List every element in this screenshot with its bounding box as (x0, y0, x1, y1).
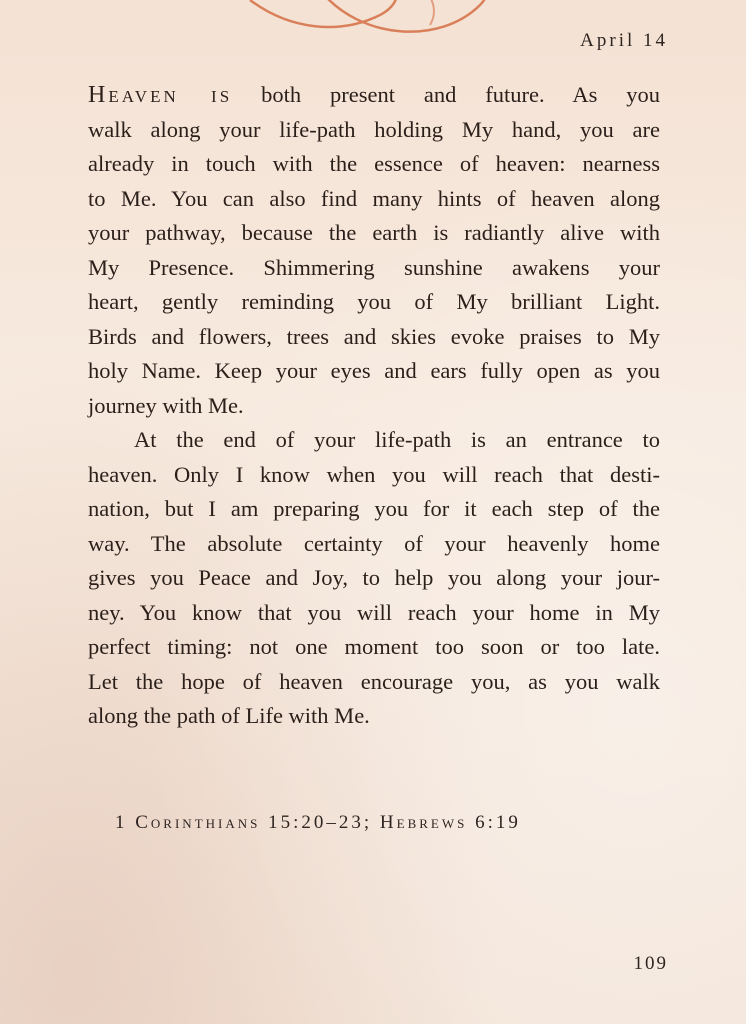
text-line: Let the hope of heaven encourage you, as you walk (88, 668, 660, 694)
text-line: My Presence. Shimmering sunshine awakens your (88, 254, 660, 280)
text-line: ney. You know that you will reach your home in My (88, 599, 660, 625)
text-line: perfect timing: not one moment too soon or too late. (88, 634, 660, 659)
text-line: nation, but I am preparing you for it each step of the (88, 496, 660, 521)
text-line: to Me. You can also find many hints of heaven along (88, 185, 660, 211)
text-line: walk along your life-path holding My hand, you are (88, 116, 660, 142)
devotion-text (88, 78, 660, 734)
text-line: already in touch with the essence of heaven: nearness (88, 151, 660, 176)
text-line: holy Name. Keep your eyes and ears fully open as you (88, 358, 660, 383)
page-date: April 14 (580, 30, 668, 51)
text-line: Birds and flowers, trees and skies evoke praises to My (88, 323, 660, 349)
page-number: 109 (633, 953, 668, 974)
first-line-remainder: both present and future. As you (232, 82, 660, 107)
text-line: along the path of Life with Me. (88, 703, 370, 728)
opening-small-caps: Heaven is (88, 82, 233, 108)
text-line: way. The absolute certainty of your heavenly home (88, 530, 660, 556)
text-line (88, 78, 660, 113)
text-line: gives you Peace and Joy, to help you along your jour- (88, 565, 660, 590)
paragraph-2 (88, 423, 660, 734)
paragraph-1 (88, 78, 660, 423)
text-line: your pathway, because the earth is radiantly alive with (88, 220, 660, 245)
scripture-reference: 1 Corinthians 15:20–23; Hebrews 6:19 (115, 812, 521, 833)
decorative-flourish-icon (230, 0, 530, 50)
text-line: At the end of your life-path is an entrance to (134, 427, 660, 452)
text-line: heaven. Only I know when you will reach that desti- (88, 461, 660, 487)
text-line: heart, gently reminding you of My brilliant Light. (88, 289, 660, 314)
text-line: journey with Me. (88, 392, 244, 418)
